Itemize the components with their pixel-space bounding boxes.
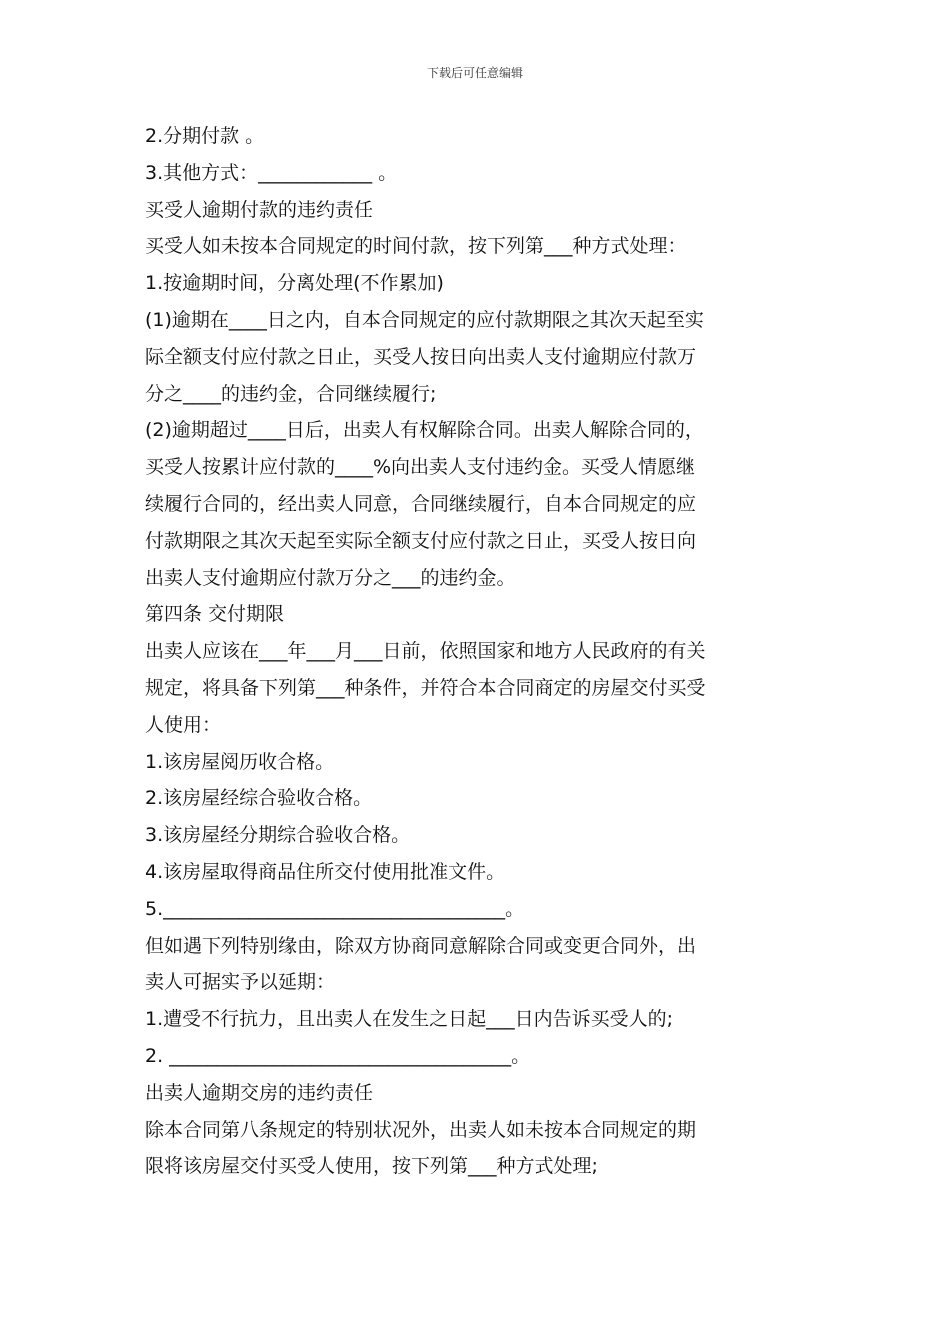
text-line: 1.按逾期时间，分离处理(不作累加) [145,272,444,295]
text-line: 卖人可据实予以延期： [145,971,336,994]
text-line: 分之____的违约金，合同继续履行; [145,382,437,405]
section-heading: 买受人逾期付款的违约责任 [145,198,374,221]
page-header: 下载后可任意编辑 [426,66,523,80]
text-line: 1.遭受不行抗力，且出卖人在发生之日起___日内告诉买受人的; [145,1008,674,1031]
text-line: 3.其他方式：____________ 。 [145,161,398,184]
text-line: 付款期限之其次天起至实际全额支付应付款之日止，买受人按日向 [145,529,697,552]
text-line: 4.该房屋取得商品住所交付使用批准文件。 [145,860,506,883]
text-line: 限将该房屋交付买受人使用，按下列第___种方式处理; [145,1155,598,1178]
text-line: 1.该房屋阅历收合格。 [145,750,335,773]
section-heading: 出卖人逾期交房的违约责任 [145,1081,374,1104]
text-line: 除本合同第八条规定的特别状况外，出卖人如未按本合同规定的期 [145,1118,697,1141]
text-line: 出卖人应该在___年___月___日前，依照国家和地方人民政府的有关 [145,640,706,663]
text-line: (1)逾期在____日之内，自本合同规定的应付款期限之其次天起至实 [145,308,704,331]
text-line: 人使用： [145,713,222,736]
text-line: 2. ____________________________________。 [145,1044,531,1067]
text-line: 际全额支付应付款之日止，买受人按日向出卖人支付逾期应付款万 [145,345,697,368]
text-line: 规定，将具备下列第___种条件，并符合本合同商定的房屋交付买受 [145,676,706,699]
text-line: 买受人按累计应付款的____%向出卖人支付违约金。买受人情愿继 [145,456,696,479]
text-line: 出卖人支付逾期应付款万分之___的违约金。 [145,566,516,589]
text-line: 买受人如未按本合同规定的时间付款，按下列第___种方式处理： [145,235,687,258]
text-line: 5.____________________________________。 [145,897,525,920]
document-body [145,118,810,1185]
text-line: (2)逾期超过____日后，出卖人有权解除合同。出卖人解除合同的， [145,419,704,442]
text-line: 2.分期付款 。 [145,125,265,147]
section-heading: 第四条 交付期限 [145,603,285,626]
text-line: 3.该房屋经分期综合验收合格。 [145,824,411,847]
text-line: 但如遇下列特别缘由，除双方协商同意解除合同或变更合同外，出 [145,934,697,957]
text-line: 续履行合同的，经出卖人同意，合同继续履行，自本合同规定的应 [145,492,697,515]
text-line: 2.该房屋经综合验收合格。 [145,787,373,810]
